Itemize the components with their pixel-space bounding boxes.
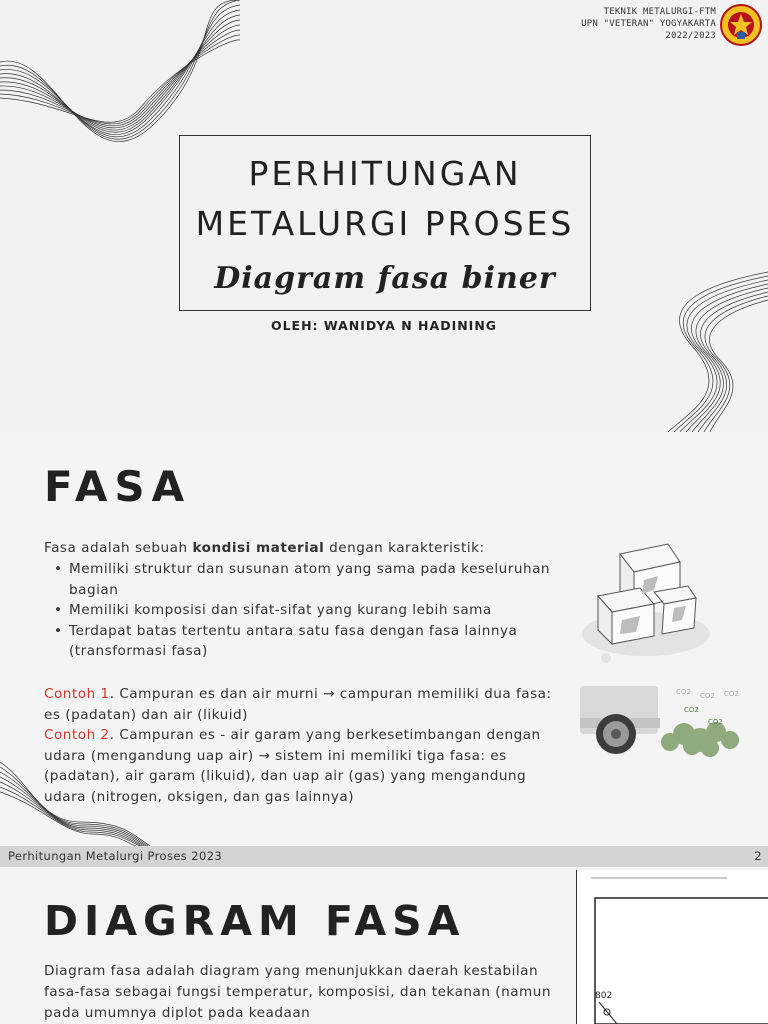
car-exhaust-icon xyxy=(580,684,768,764)
example-1 xyxy=(44,684,564,725)
subtitle: Diagram fasa biner xyxy=(214,261,556,296)
title-line-1: PERHITUNGAN xyxy=(248,154,522,193)
co2-label: CO2 xyxy=(676,688,691,696)
university-emblem-icon xyxy=(720,4,762,46)
list-item: • Memiliki struktur dan susunan atom yang sama pada keseluruhan bagian xyxy=(52,559,552,600)
example-2 xyxy=(44,725,564,807)
title-line-2: METALURGI PROSES xyxy=(195,204,575,243)
slide-footer xyxy=(0,846,768,867)
institution-line-3: 2022/2023 xyxy=(665,31,716,41)
example-2-text: . Campuran es - air garam yang berkesetimbangan dengan udara (mengandung uap air) → sistem ini memiliki tiga fasa: es (padatan), air garam (likuid), dan uap air (gas) yang mengandung udara (nitrogen, oksigen, dan gas lainnya) xyxy=(44,727,541,805)
diagram-fasa-slide xyxy=(0,867,768,1024)
co2-label: CO2 xyxy=(700,692,715,700)
definition-suffix: dengan karakteristik: xyxy=(324,540,485,556)
title-slide xyxy=(0,0,768,432)
definition-bold: kondisi material xyxy=(192,540,325,556)
author: OLEH: WANIDYA N HADINING xyxy=(270,318,498,333)
co2-label: CO2 xyxy=(724,690,739,698)
list-item: • Memiliki komposisi dan sifat-sifat yang kurang lebih sama xyxy=(52,600,552,621)
ice-cubes-icon xyxy=(578,536,718,666)
institution-line-1: TEKNIK METALURGI-FTM xyxy=(603,7,716,17)
fasa-slide xyxy=(0,432,768,846)
examples xyxy=(44,684,564,807)
footer-title: Perhitungan Metalurgi Proses 2023 xyxy=(8,849,223,863)
co2-label: CO2 xyxy=(684,706,699,714)
section-heading-diagram-fasa: DIAGRAM FASA xyxy=(44,897,466,945)
phase-diagram-image xyxy=(576,870,768,1024)
example-2-label: Contoh 2 xyxy=(44,727,110,743)
definition-prefix: Fasa adalah sebuah xyxy=(44,540,193,556)
phase-diagram-sketch xyxy=(577,870,768,1024)
page-number: 2 xyxy=(754,849,762,863)
list-item: • Terdapat batas tertentu antara satu fasa dengan fasa lainnya (transformasi fasa) xyxy=(52,621,552,662)
co2-label: CO2 xyxy=(708,718,723,726)
institution-line-2: UPN "VETERAN" YOGYAKARTA xyxy=(581,19,716,29)
section-heading-fasa: FASA xyxy=(44,462,192,511)
diagram-fasa-description: Diagram fasa adalah diagram yang menunjukkan daerah kestabilan fasa-fasa sebagai fungsi temperatur, komposisi, dan tekanan (namun pada umumnya diplot pada keadaan xyxy=(44,963,552,1021)
characteristics-list xyxy=(52,559,552,662)
example-1-label: Contoh 1 xyxy=(44,686,110,702)
diagram-axis-label: 802 xyxy=(595,991,613,1001)
fasa-definition xyxy=(44,538,564,559)
title-box xyxy=(179,135,591,311)
decorative-wave-lines-right xyxy=(660,270,768,432)
institution-info xyxy=(581,6,716,42)
example-1-text: . Campuran es dan air murni → campuran memiliki dua fasa: es (padatan) dan air (likuid) xyxy=(44,686,552,723)
